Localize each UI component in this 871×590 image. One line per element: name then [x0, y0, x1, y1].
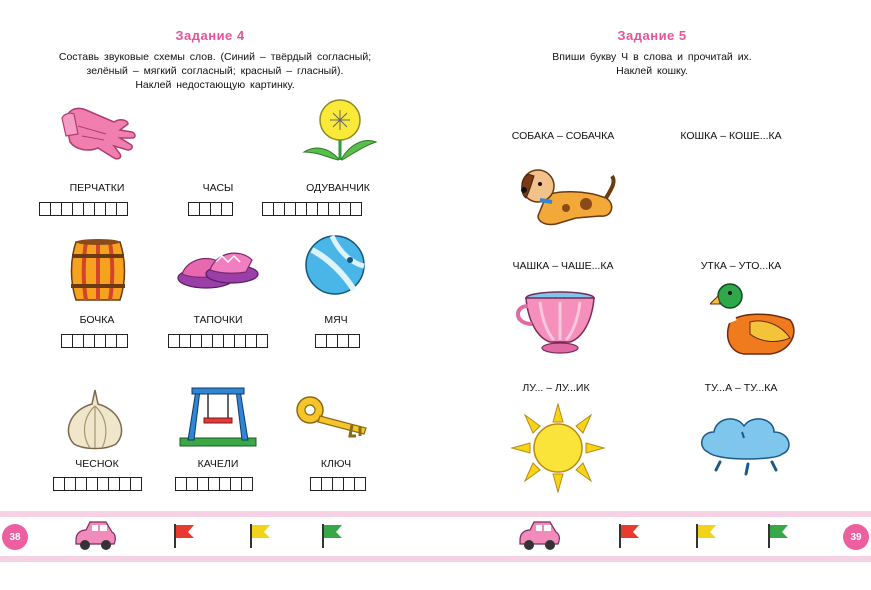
left-instruction-line: Наклей недостающую картинку.: [135, 79, 295, 91]
gloves-icon: [58, 104, 138, 166]
word-label: КЛЮЧ: [320, 458, 352, 470]
swing-icon: [178, 384, 258, 448]
word-pair: СОБАКА – СОБАЧКА: [511, 130, 615, 142]
sound-scheme-boxes[interactable]: [189, 202, 233, 216]
sound-scheme-boxes[interactable]: [316, 334, 360, 348]
barrel-icon: [68, 238, 128, 304]
left-instruction-line: зелёный – мягкий согласный; красный – гласный).: [86, 65, 344, 77]
flag-icon: [617, 522, 643, 550]
car-icon: [72, 518, 118, 552]
dog-icon: [516, 160, 620, 230]
word-label: ЧЕСНОК: [75, 458, 119, 470]
page-number-right: 39: [843, 524, 869, 550]
page-number-left: 38: [2, 524, 28, 550]
word-pair: УТКА – УТО...КА: [700, 260, 782, 272]
word-label: ЧАСЫ: [202, 182, 234, 194]
right-instruction-line: Наклей кошку.: [616, 65, 688, 77]
flag-icon: [320, 522, 346, 550]
dandelion-icon: [300, 98, 380, 166]
car-icon: [516, 518, 562, 552]
sound-scheme-boxes[interactable]: [40, 202, 128, 216]
word-label: МЯЧ: [324, 314, 348, 326]
key-icon: [294, 392, 376, 440]
sound-scheme-boxes[interactable]: [169, 334, 268, 348]
left-instructions: [20, 50, 410, 92]
sound-scheme-boxes[interactable]: [62, 334, 128, 348]
word-pair: ЧАШКА – ЧАШЕ...КА: [512, 260, 614, 272]
sound-scheme-boxes[interactable]: [263, 202, 362, 216]
duck-icon: [710, 282, 802, 362]
cup-icon: [514, 290, 600, 356]
left-page-title: Задание 4: [175, 28, 245, 43]
slippers-icon: [176, 244, 260, 298]
garlic-icon: [62, 388, 128, 450]
right-page-title: Задание 5: [617, 28, 687, 43]
word-label: ОДУВАНЧИК: [306, 182, 370, 194]
word-label: ТАПОЧКИ: [193, 314, 243, 326]
cloud-icon: [698, 412, 796, 478]
word-label: ПЕРЧАТКИ: [69, 182, 125, 194]
footer-strip-top: [0, 511, 871, 517]
word-pair: ЛУ... – ЛУ...ИК: [522, 382, 590, 394]
flag-icon: [248, 522, 274, 550]
word-pair: КОШКА – КОШЕ...КА: [680, 130, 782, 142]
sun-icon: [510, 402, 606, 494]
sound-scheme-boxes[interactable]: [54, 477, 142, 491]
footer-strip-bottom: [0, 556, 871, 562]
word-pair: ТУ...А – ТУ...КА: [704, 382, 778, 394]
flag-icon: [172, 522, 198, 550]
right-instruction-line: Впиши букву Ч в слова и прочитай их.: [552, 51, 752, 63]
flag-icon: [766, 522, 792, 550]
sound-scheme-boxes[interactable]: [311, 477, 366, 491]
flag-icon: [694, 522, 720, 550]
sound-scheme-boxes[interactable]: [176, 477, 253, 491]
right-instructions: [472, 50, 832, 78]
left-instruction-line: Составь звуковые схемы слов. (Синий – твёрдый согласный;: [58, 51, 372, 63]
ball-icon: [304, 234, 366, 296]
word-label: БОЧКА: [79, 314, 115, 326]
word-label: КАЧЕЛИ: [197, 458, 239, 470]
